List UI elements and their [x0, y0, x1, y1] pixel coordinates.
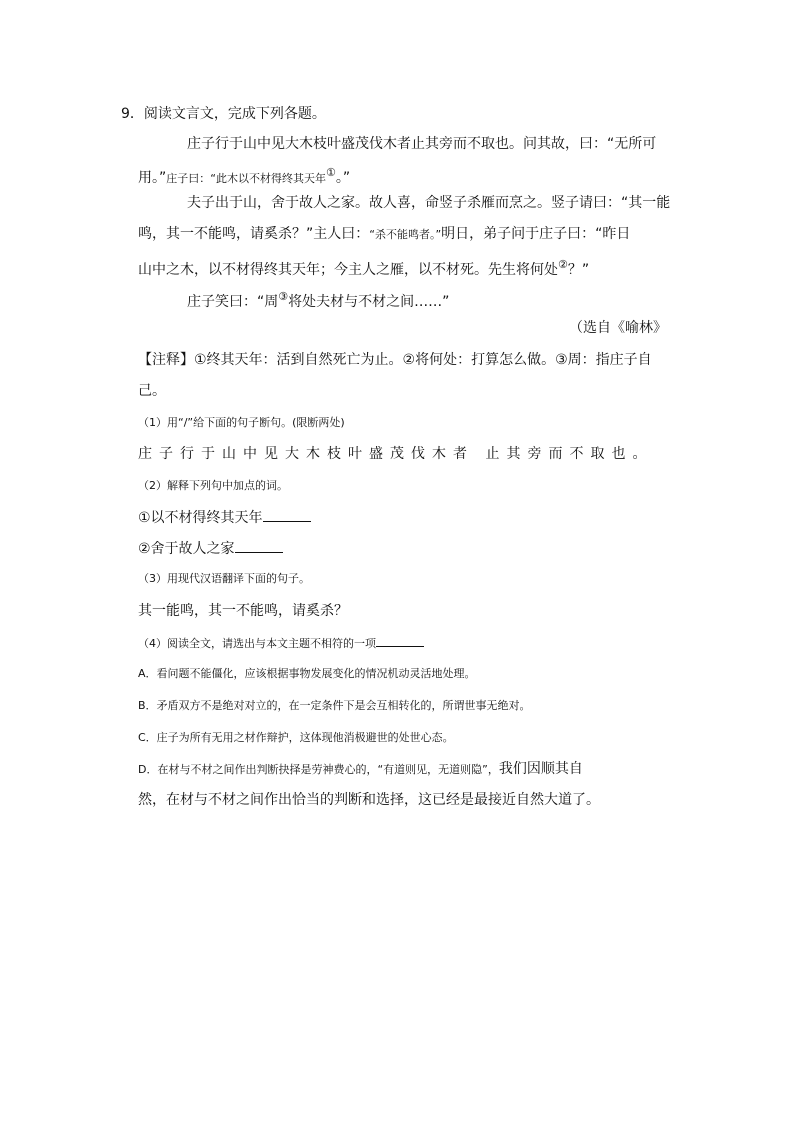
passage-p2-line1: 夫子出于山，舍于故人之家。故人喜，命竖子杀雁而烹之。竖子请曰：“其一能	[187, 195, 671, 211]
notes-line2: 己。	[138, 383, 166, 399]
option-c: C．庄子为所有无用之材作辩护，这体现他消极避世的处世心态。	[138, 731, 454, 744]
passage-p1-line2: 用。”庄子曰：“此木以不材得终其天年①。”	[138, 166, 351, 186]
q2-item1: ①以不材得终其天年	[138, 507, 311, 528]
passage-p2-line2: 鸣，其一不能鸣，请奚杀？”主人曰：“杀不能鸣者。”明日，弟子问于庄子曰：“昨日	[138, 226, 631, 242]
passage-p1-line1: 庄子行于山中见大木枝叶盛茂伐木者止其旁而不取也。问其故，曰：“无所可	[187, 136, 657, 152]
q3-prompt: （3）用现代汉语翻译下面的句子。	[138, 572, 310, 585]
q2-prompt: （2）解释下列句中加点的词。	[138, 479, 288, 492]
footnote-marker: ②	[558, 258, 568, 271]
option-d-line2: 然，在材与不材之间作出恰当的判断和选择，这已经是最接近自然大道了。	[138, 792, 600, 808]
question-number: 9．	[121, 106, 144, 122]
answer-blank-q2-1[interactable]	[263, 507, 311, 522]
answer-blank-q2-2[interactable]	[235, 538, 283, 553]
question-header	[121, 104, 326, 124]
q2-item2: ②舍于故人之家	[138, 538, 283, 559]
option-a: A．看问题不能僵化，应该根据事物发展变化的情况机动灵活地处理。	[138, 667, 476, 680]
q1-sentence: 庄子行于山中见大木枝叶盛茂伐木者 止其旁而不取也。	[138, 446, 654, 462]
answer-blank-q4[interactable]	[376, 632, 424, 647]
footnote-marker: ①	[325, 166, 336, 179]
footnote-marker: ③	[278, 290, 289, 303]
notes-line1: 【注释】①终其天年：活到自然死亡为止。②将何处：打算怎么做。③周：指庄子自	[138, 352, 652, 368]
option-b: B．矛盾双方不是绝对对立的，在一定条件下是会互相转化的，所谓世事无绝对。	[138, 699, 531, 712]
passage-source: （选自《喻林》	[569, 320, 667, 336]
q4-prompt: （4）阅读全文，请选出与本文主题不相符的一项	[138, 632, 424, 654]
passage-p3: 庄子笑曰：“周③将处夫材与不材之间……”	[187, 290, 450, 310]
question-prompt: 阅读文言文，完成下列各题。	[143, 106, 326, 122]
q1-prompt: （1）用“/”给下面的句子断句。(限断两处)	[138, 416, 345, 429]
option-d-line1: D．在材与不材之间作出判断抉择是劳神费心的，“有道则见，无道则隐”，我们因顺其自	[138, 761, 583, 777]
passage-p2-line3: 山中之木，以不材得终其天年；今主人之雁，以不材死。先生将何处②？”	[138, 258, 590, 278]
q3-sentence: 其一能鸣，其一不能鸣，请奚杀？	[138, 603, 348, 619]
